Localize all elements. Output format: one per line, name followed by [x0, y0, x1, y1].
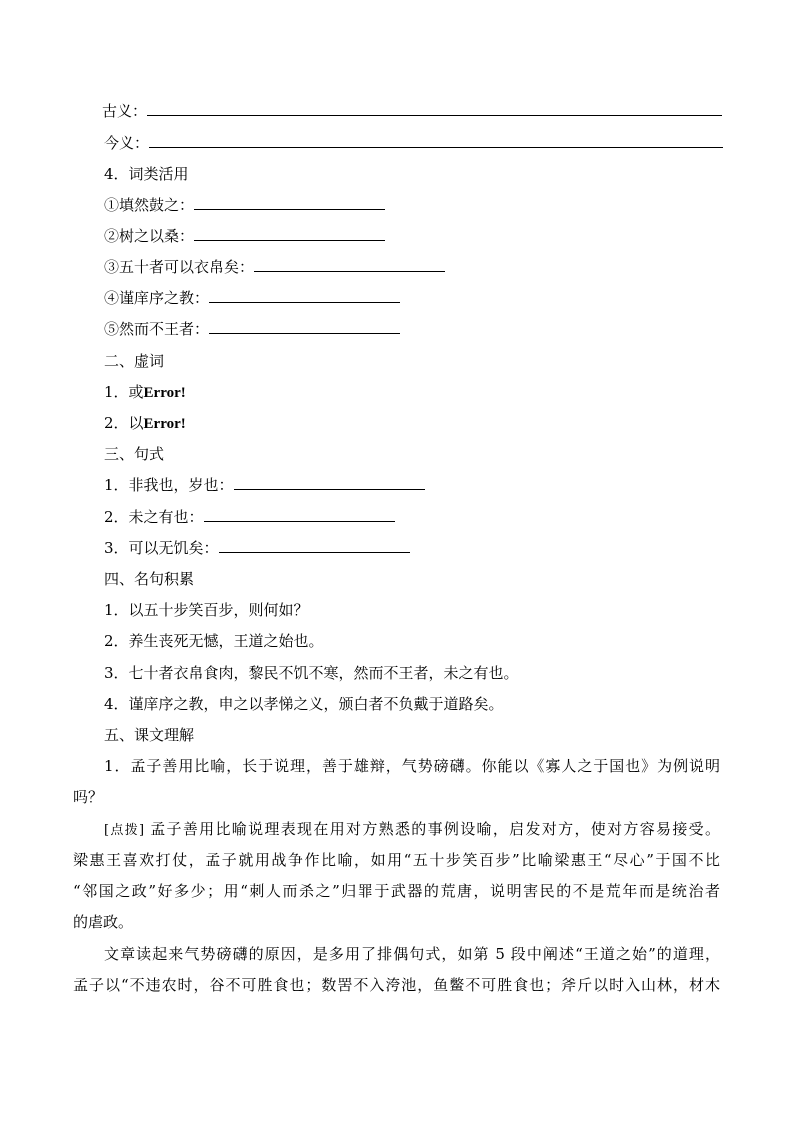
- item-label: ④谨庠序之教：: [104, 289, 210, 307]
- blank-line: [194, 226, 385, 241]
- item-label: 2．以: [104, 414, 144, 432]
- item-label: ②树之以桑：: [104, 227, 195, 245]
- question-1-line-2: 吗？: [73, 788, 104, 806]
- section-4-title: 4．词类活用: [104, 165, 189, 183]
- error-text: Error!: [143, 416, 186, 432]
- question-1-line-1: 1．孟子善用比喻，长于说理，善于雄辩，气势磅礴。你能以《寡人之于国也》为例说明: [104, 757, 720, 775]
- blank-line: [149, 133, 723, 148]
- xuci-item-2: [104, 413, 186, 433]
- xuci-item-1: [104, 382, 186, 402]
- item-label: ①填然鼓之：: [104, 196, 195, 214]
- cilei-item-1: [104, 195, 385, 215]
- jinyi-line: [104, 133, 723, 153]
- jinyi-label: 今义：: [104, 134, 150, 152]
- section-2-title: 二、虚词: [104, 352, 165, 370]
- blank-line: [204, 507, 395, 522]
- cilei-item-4: [104, 288, 400, 308]
- paragraph-1-line-1: [104, 819, 720, 839]
- guyi-line: [102, 101, 722, 121]
- mingju-item-1: 1．以五十步笑百步，则何如？: [104, 601, 309, 619]
- cilei-item-5: [104, 319, 400, 339]
- item-label: 1．或: [104, 383, 144, 401]
- jushi-item-2: [104, 507, 395, 527]
- cilei-item-2: [104, 226, 385, 246]
- section-4b-title: 四、名句积累: [104, 570, 195, 588]
- blank-line: [147, 101, 722, 116]
- blank-line: [219, 538, 410, 553]
- section-5-title: 五、课文理解: [104, 726, 195, 744]
- item-label: ⑤然而不王者：: [104, 320, 210, 338]
- section-3-title: 三、句式: [104, 445, 165, 463]
- blank-line: [254, 257, 445, 272]
- guyi-label: 古义：: [102, 102, 148, 120]
- mingju-item-4: 4．谨庠序之教，申之以孝悌之义，颁白者不负戴于道路矣。: [104, 695, 504, 713]
- paragraph-1-line-2: 梁惠王喜欢打仗，孟子就用战争作比喻，如用“五十步笑百步”比喻梁惠王“尽心”于国不比: [73, 851, 720, 869]
- blank-line: [209, 288, 400, 303]
- error-text: Error!: [143, 385, 186, 401]
- blank-line: [209, 319, 400, 334]
- mingju-item-3: 3．七十者衣帛食肉，黎民不饥不寒，然而不王者，未之有也。: [104, 664, 519, 682]
- blank-line: [234, 475, 425, 490]
- jushi-item-3: [104, 538, 410, 558]
- paragraph-2-line-2: 孟子以“不违农时，谷不可胜食也；数罟不入洿池，鱼鳖不可胜食也；斧斤以时入山林，材木: [73, 976, 720, 994]
- item-label: 1．非我也，岁也：: [104, 476, 234, 494]
- paragraph-1-line-3: “邻国之政”好多少；用“刺人而杀之”归罪于武器的荒唐，说明害民的不是荒年而是统治者: [73, 882, 720, 900]
- item-label: 3．可以无饥矣：: [104, 539, 219, 557]
- item-label: 2．未之有也：: [104, 508, 204, 526]
- item-label: ③五十者可以衣帛矣：: [104, 258, 255, 276]
- blank-line: [194, 195, 385, 210]
- mingju-item-2: 2．养生丧死无憾，王道之始也。: [104, 632, 324, 650]
- cilei-item-3: [104, 257, 445, 277]
- paragraph-2-line-1: 文章读起来气势磅礴的原因，是多用了排偶句式，如第 5 段中阐述“王道之始”的道理，: [104, 945, 720, 963]
- paragraph-text: 孟子善用比喻说理表现在用对方熟悉的事例设喻，启发对方，使对方容易接受。: [150, 820, 720, 838]
- dianbo-tag: [点拨]: [104, 823, 145, 838]
- paragraph-1-line-4: 的虐政。: [73, 913, 134, 931]
- jushi-item-1: [104, 475, 425, 495]
